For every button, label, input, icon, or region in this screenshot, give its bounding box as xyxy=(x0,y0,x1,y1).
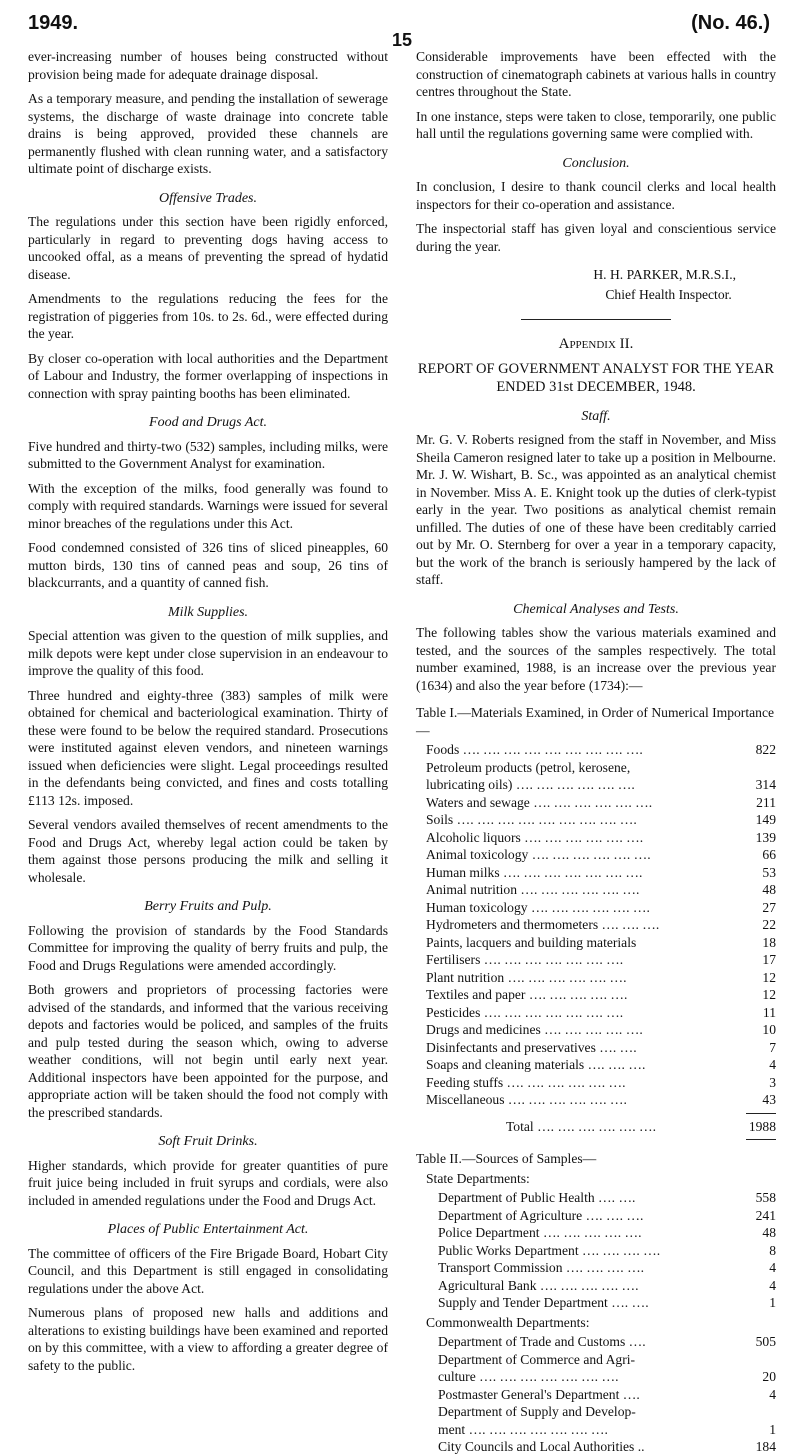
table-row xyxy=(426,759,776,777)
row-label: ment …. …. …. …. …. …. …. xyxy=(438,1421,608,1437)
row-value: 211 xyxy=(756,794,776,810)
row-label: Department of Commerce and Agri- xyxy=(438,1351,636,1367)
divider xyxy=(521,319,671,320)
row-label: Department of Supply and Develop- xyxy=(438,1404,636,1419)
row-value: 822 xyxy=(755,742,776,757)
row-value: 11 xyxy=(762,1004,776,1020)
row-value: 314 xyxy=(755,777,776,792)
row-label: Animal toxicology …. …. …. …. …. …. xyxy=(426,847,651,862)
row-label: Animal nutrition …. …. …. …. …. …. xyxy=(426,882,640,897)
paragraph: By closer co-operation with local authorities and the Department of Labour and Industry, the former overlapping of inspections in connection with spray painting booths has been eliminated. xyxy=(28,350,388,401)
right-column xyxy=(416,48,776,1456)
row-label: Supply and Tender Department …. …. xyxy=(438,1295,649,1310)
paragraph: Considerable improvements have been effected with the construction of cinematograph cabinets at various halls in country centres throughout the State. xyxy=(416,49,776,99)
table-row xyxy=(438,1259,776,1277)
table-row xyxy=(426,986,776,1004)
row-label: Foods …. …. …. …. …. …. …. …. …. xyxy=(426,742,643,757)
paragraph: The regulations under this section have been rigidly enforced, particularly in regard to preventing dogs having access to uncooked offal, as a means of preventing the spread of hydatid disease. xyxy=(28,214,388,282)
paragraph: The inspectorial staff has given loyal and conscientious service during the year. xyxy=(416,221,776,254)
row-value: 1 xyxy=(769,1421,776,1437)
table-row xyxy=(438,1421,776,1439)
table-row xyxy=(438,1368,776,1386)
row-label: Department of Agriculture …. …. …. xyxy=(438,1207,644,1223)
row-value: 505 xyxy=(755,1334,776,1349)
commonwealth-sources-table xyxy=(426,1333,776,1456)
table-row xyxy=(426,934,776,952)
row-label: Feeding stuffs …. …. …. …. …. …. xyxy=(426,1074,626,1090)
sum-rule xyxy=(746,1113,776,1114)
total-label: Total …. …. …. …. …. …. xyxy=(505,1118,657,1134)
table-row xyxy=(426,899,776,917)
section-heading: Food and Drugs Act. xyxy=(149,415,267,430)
left-column xyxy=(28,48,388,1456)
table-row xyxy=(438,1294,776,1312)
section-heading: Staff. xyxy=(581,408,611,424)
row-value: 20 xyxy=(762,1369,776,1384)
row-label: Disinfectants and preservatives …. …. xyxy=(426,1039,637,1055)
state-sources-table xyxy=(426,1189,776,1312)
commonwealth-heading: Commonwealth Departments: xyxy=(426,1314,590,1330)
row-label: Human milks …. …. …. …. …. …. …. xyxy=(426,864,643,880)
paragraph: Following the provision of standards by the Food Standards Committee for improving the quality of berry fruits and pulp, the Food and Drugs Regulations were amended accordingly. xyxy=(28,922,388,973)
row-value: 4 xyxy=(769,1260,776,1275)
table-row xyxy=(426,1056,776,1074)
row-value: 558 xyxy=(755,1190,776,1205)
paragraph: Several vendors availed themselves of recent amendments to the Food and Drugs Act, whereby legal action could be taken by them against those persons producing the milk and selling it wholesale. xyxy=(28,817,388,885)
row-value: 48 xyxy=(762,882,776,897)
row-label: Hydrometers and thermometers …. …. …. xyxy=(426,917,660,932)
table-row xyxy=(426,811,776,829)
row-value: 66 xyxy=(762,847,776,862)
table-row xyxy=(426,829,776,847)
row-label: Transport Commission …. …. …. …. xyxy=(438,1260,645,1275)
report-title: REPORT OF GOVERNMENT ANALYST FOR THE YEAR ENDED 31st DECEMBER, 1948. xyxy=(417,360,775,395)
paragraph: Numerous plans of proposed new halls and additions and alterations to existing buildings have been examined and reported on by this committee, with a view to affording a greater degree of safety to the public. xyxy=(28,1305,388,1373)
row-value: 1 xyxy=(769,1295,776,1310)
table1-title: Table I.—Materials Examined, in Order of Numerical Importance— xyxy=(416,705,775,738)
row-label: Paints, lacquers and building materials xyxy=(426,934,637,950)
paragraph: Amendments to the regulations reducing the fees for the registration of piggeries from 10s. to 2s. 6d., were effected during the year. xyxy=(28,291,388,341)
row-value: 10 xyxy=(762,1022,776,1037)
paragraph: In one instance, steps were taken to close, temporarily, one public hall until the regulations governing same were complied with. xyxy=(416,108,776,141)
section-heading: Offensive Trades. xyxy=(159,190,257,206)
row-label: Miscellaneous …. …. …. …. …. …. xyxy=(426,1092,627,1107)
row-label: Soils …. …. …. …. …. …. …. …. …. xyxy=(426,812,637,827)
row-value: 7 xyxy=(769,1039,776,1055)
header-year: 1949. xyxy=(28,12,79,34)
row-label: Plant nutrition …. …. …. …. …. …. xyxy=(426,969,627,985)
row-label: Pesticides …. …. …. …. …. …. …. xyxy=(426,1004,624,1020)
table-row xyxy=(438,1207,776,1225)
table-row xyxy=(426,1021,776,1039)
table-row xyxy=(438,1277,776,1295)
row-value: 8 xyxy=(769,1242,776,1258)
table1-total-row xyxy=(426,1118,776,1136)
table-row xyxy=(438,1189,776,1207)
page-number: 15 xyxy=(391,30,413,50)
row-label: Drugs and medicines …. …. …. …. …. xyxy=(426,1022,643,1037)
table-row xyxy=(426,951,776,969)
table-row xyxy=(426,969,776,987)
paragraph: With the exception of the milks, food generally was found to comply with required standards. Warnings were issued for several minor breaches of the regulations under this Act. xyxy=(28,480,388,531)
row-label: Public Works Department …. …. …. …. xyxy=(438,1242,661,1258)
issue-number: (No. 46.) xyxy=(691,12,770,34)
row-value: 12 xyxy=(762,969,776,985)
table-row xyxy=(426,794,776,812)
section-heading: Milk Supplies. xyxy=(167,604,249,620)
row-value: 22 xyxy=(762,917,776,932)
table-row xyxy=(426,776,776,794)
section-heading: Chemical Analyses and Tests. xyxy=(513,601,679,617)
paragraph: Food condemned consisted of 326 tins of sliced pineapples, 60 mutton birds, 130 tins of canned peas and soup, 26 tins of blackcurrants, and a quantity of canned fish. xyxy=(28,540,388,590)
row-label: Fertilisers …. …. …. …. …. …. …. xyxy=(426,952,624,967)
section-heading: Conclusion. xyxy=(562,155,630,171)
row-label: Human toxicology …. …. …. …. …. …. xyxy=(426,899,650,915)
row-label: Department of Public Health …. …. xyxy=(438,1190,636,1205)
paragraph: As a temporary measure, and pending the installation of sewerage systems, the discharge of waste drainage into concrete table drains is being approved, provided these channels are permanently flushed with clean running water, and a satisfactory ultimate point of discharge exists. xyxy=(28,91,388,176)
paragraph: The following tables show the various materials examined and tested, and the sources of the samples respectively. The total number examined, 1988, is an increase over the previous year (1634) and also the year before (1734):— xyxy=(416,625,776,693)
paragraph: The committee of officers of the Fire Brigade Board, Hobart City Council, and this Department is still engaged in consolidating regulations under the above Act. xyxy=(28,1245,388,1296)
row-label: lubricating oils) …. …. …. …. …. …. xyxy=(426,777,635,792)
table-row xyxy=(426,1091,776,1109)
row-value: 139 xyxy=(755,829,776,845)
row-label: Department of Trade and Customs …. xyxy=(438,1334,646,1349)
paragraph: ever-increasing number of houses being constructed without provision being made for adequate drainage disposal. xyxy=(28,49,388,82)
table-row xyxy=(426,846,776,864)
signatory-title: Chief Health Inspector. xyxy=(605,287,732,302)
section-heading: Berry Fruits and Pulp. xyxy=(144,899,272,914)
row-label: Postmaster General's Department …. xyxy=(438,1386,640,1402)
table-row xyxy=(426,1039,776,1057)
table-row xyxy=(426,741,776,759)
row-value: 4 xyxy=(769,1057,776,1072)
row-label: Petroleum products (petrol, kerosene, xyxy=(426,759,631,775)
materials-table xyxy=(426,741,776,1109)
signature-block xyxy=(416,265,776,305)
appendix-heading: Appendix II. xyxy=(558,336,634,352)
row-value: 12 xyxy=(762,987,776,1002)
table-row xyxy=(426,1074,776,1092)
table-row xyxy=(438,1351,776,1369)
row-value: 17 xyxy=(762,952,776,967)
paragraph: Special attention was given to the question of milk supplies, and milk depots were kept under close supervision in an endeavour to improve the quality of this food. xyxy=(28,628,388,678)
paragraph: Five hundred and thirty-two (532) samples, including milks, were submitted to the Government Analyst for examination. xyxy=(28,438,388,471)
paragraph: Higher standards, which provide for greater quantities of pure fruit juice being included in fruit syrups and cordials, were also included in amended regulations under the Food and Drugs Act. xyxy=(28,1157,388,1208)
row-value: 53 xyxy=(762,864,776,880)
row-value: 241 xyxy=(755,1207,776,1223)
row-label: culture …. …. …. …. …. …. …. xyxy=(438,1369,619,1384)
row-label: Police Department …. …. …. …. …. xyxy=(438,1225,642,1240)
row-value: 4 xyxy=(769,1386,776,1402)
row-label: Waters and sewage …. …. …. …. …. …. xyxy=(426,794,653,810)
table-row xyxy=(426,864,776,882)
row-value: 18 xyxy=(762,934,776,950)
section-heading: Places of Public Entertainment Act. xyxy=(107,1222,309,1237)
row-label: City Councils and Local Authorities .. xyxy=(438,1439,645,1454)
table-row xyxy=(438,1224,776,1242)
row-value: 3 xyxy=(769,1074,776,1090)
table-row xyxy=(426,1004,776,1022)
table-row xyxy=(438,1403,776,1421)
sum-rule xyxy=(746,1139,776,1140)
row-value: 43 xyxy=(762,1092,776,1107)
total-value: 1988 xyxy=(748,1118,776,1134)
table-row xyxy=(438,1386,776,1404)
row-label: Alcoholic liquors …. …. …. …. …. …. xyxy=(426,829,644,845)
page-header xyxy=(28,10,776,48)
paragraph: In conclusion, I desire to thank council clerks and local health inspectors for their co-operation and assistance. xyxy=(416,179,776,212)
paragraph: Mr. G. V. Roberts resigned from the staff in November, and Miss Sheila Cameron resigned later to take up a position in Melbourne. Mr. J. W. Wishart, B. Sc., was appointed as an analytical chemist in November. Miss A. E. Knight took up the duties of clerk-typist early in the year. Two positions as analytical chemist remain unfilled. The duties of one of these have been creditably carried out by Mr. O. Sternberg for over a year in a temporary capacity, but the work of the branch is seriously hampered by the lack of staff. xyxy=(416,432,776,587)
row-value: 4 xyxy=(769,1277,776,1293)
paragraph: Both growers and proprietors of processing factories were advised of the standards, and informed that the various receiving depots and factories would be policed, and samples of the fruits and pulp tested during the season which, owing to adverse weather conditions, will not begin until early next year. Additional inspectors have been appointed for the purpose, and appropriate action will be taken should the food not comply with the prescribed standards. xyxy=(28,982,388,1120)
table2-title: Table II.—Sources of Samples— xyxy=(416,1151,597,1166)
row-value: 27 xyxy=(762,899,776,915)
row-value: 149 xyxy=(755,812,776,827)
signatory-name: H. H. PARKER, M.R.S.I., xyxy=(593,267,736,282)
paragraph: Three hundred and eighty-three (383) samples of milk were obtained for chemical and bacteriological examination. Thirty of these were found to be below the required standard. Prosecutions were instituted against eleven vendors, and nineteen warnings issued when deficiencies were slight. Legal proceedings resulted in the defendants being convicted, and fines and costs totalling £113 12s. imposed. xyxy=(28,687,388,808)
table-row xyxy=(426,916,776,934)
row-value: 184 xyxy=(755,1439,776,1454)
row-value: 48 xyxy=(762,1225,776,1240)
row-label: Soaps and cleaning materials …. …. …. xyxy=(426,1057,646,1072)
row-label: Textiles and paper …. …. …. …. …. xyxy=(426,987,628,1002)
table-row xyxy=(426,881,776,899)
row-label: Agricultural Bank …. …. …. …. …. xyxy=(438,1277,639,1293)
table-row xyxy=(438,1333,776,1351)
table-row xyxy=(438,1242,776,1260)
table-row xyxy=(438,1438,776,1456)
section-heading: Soft Fruit Drinks. xyxy=(158,1134,258,1149)
state-heading: State Departments: xyxy=(426,1170,530,1186)
